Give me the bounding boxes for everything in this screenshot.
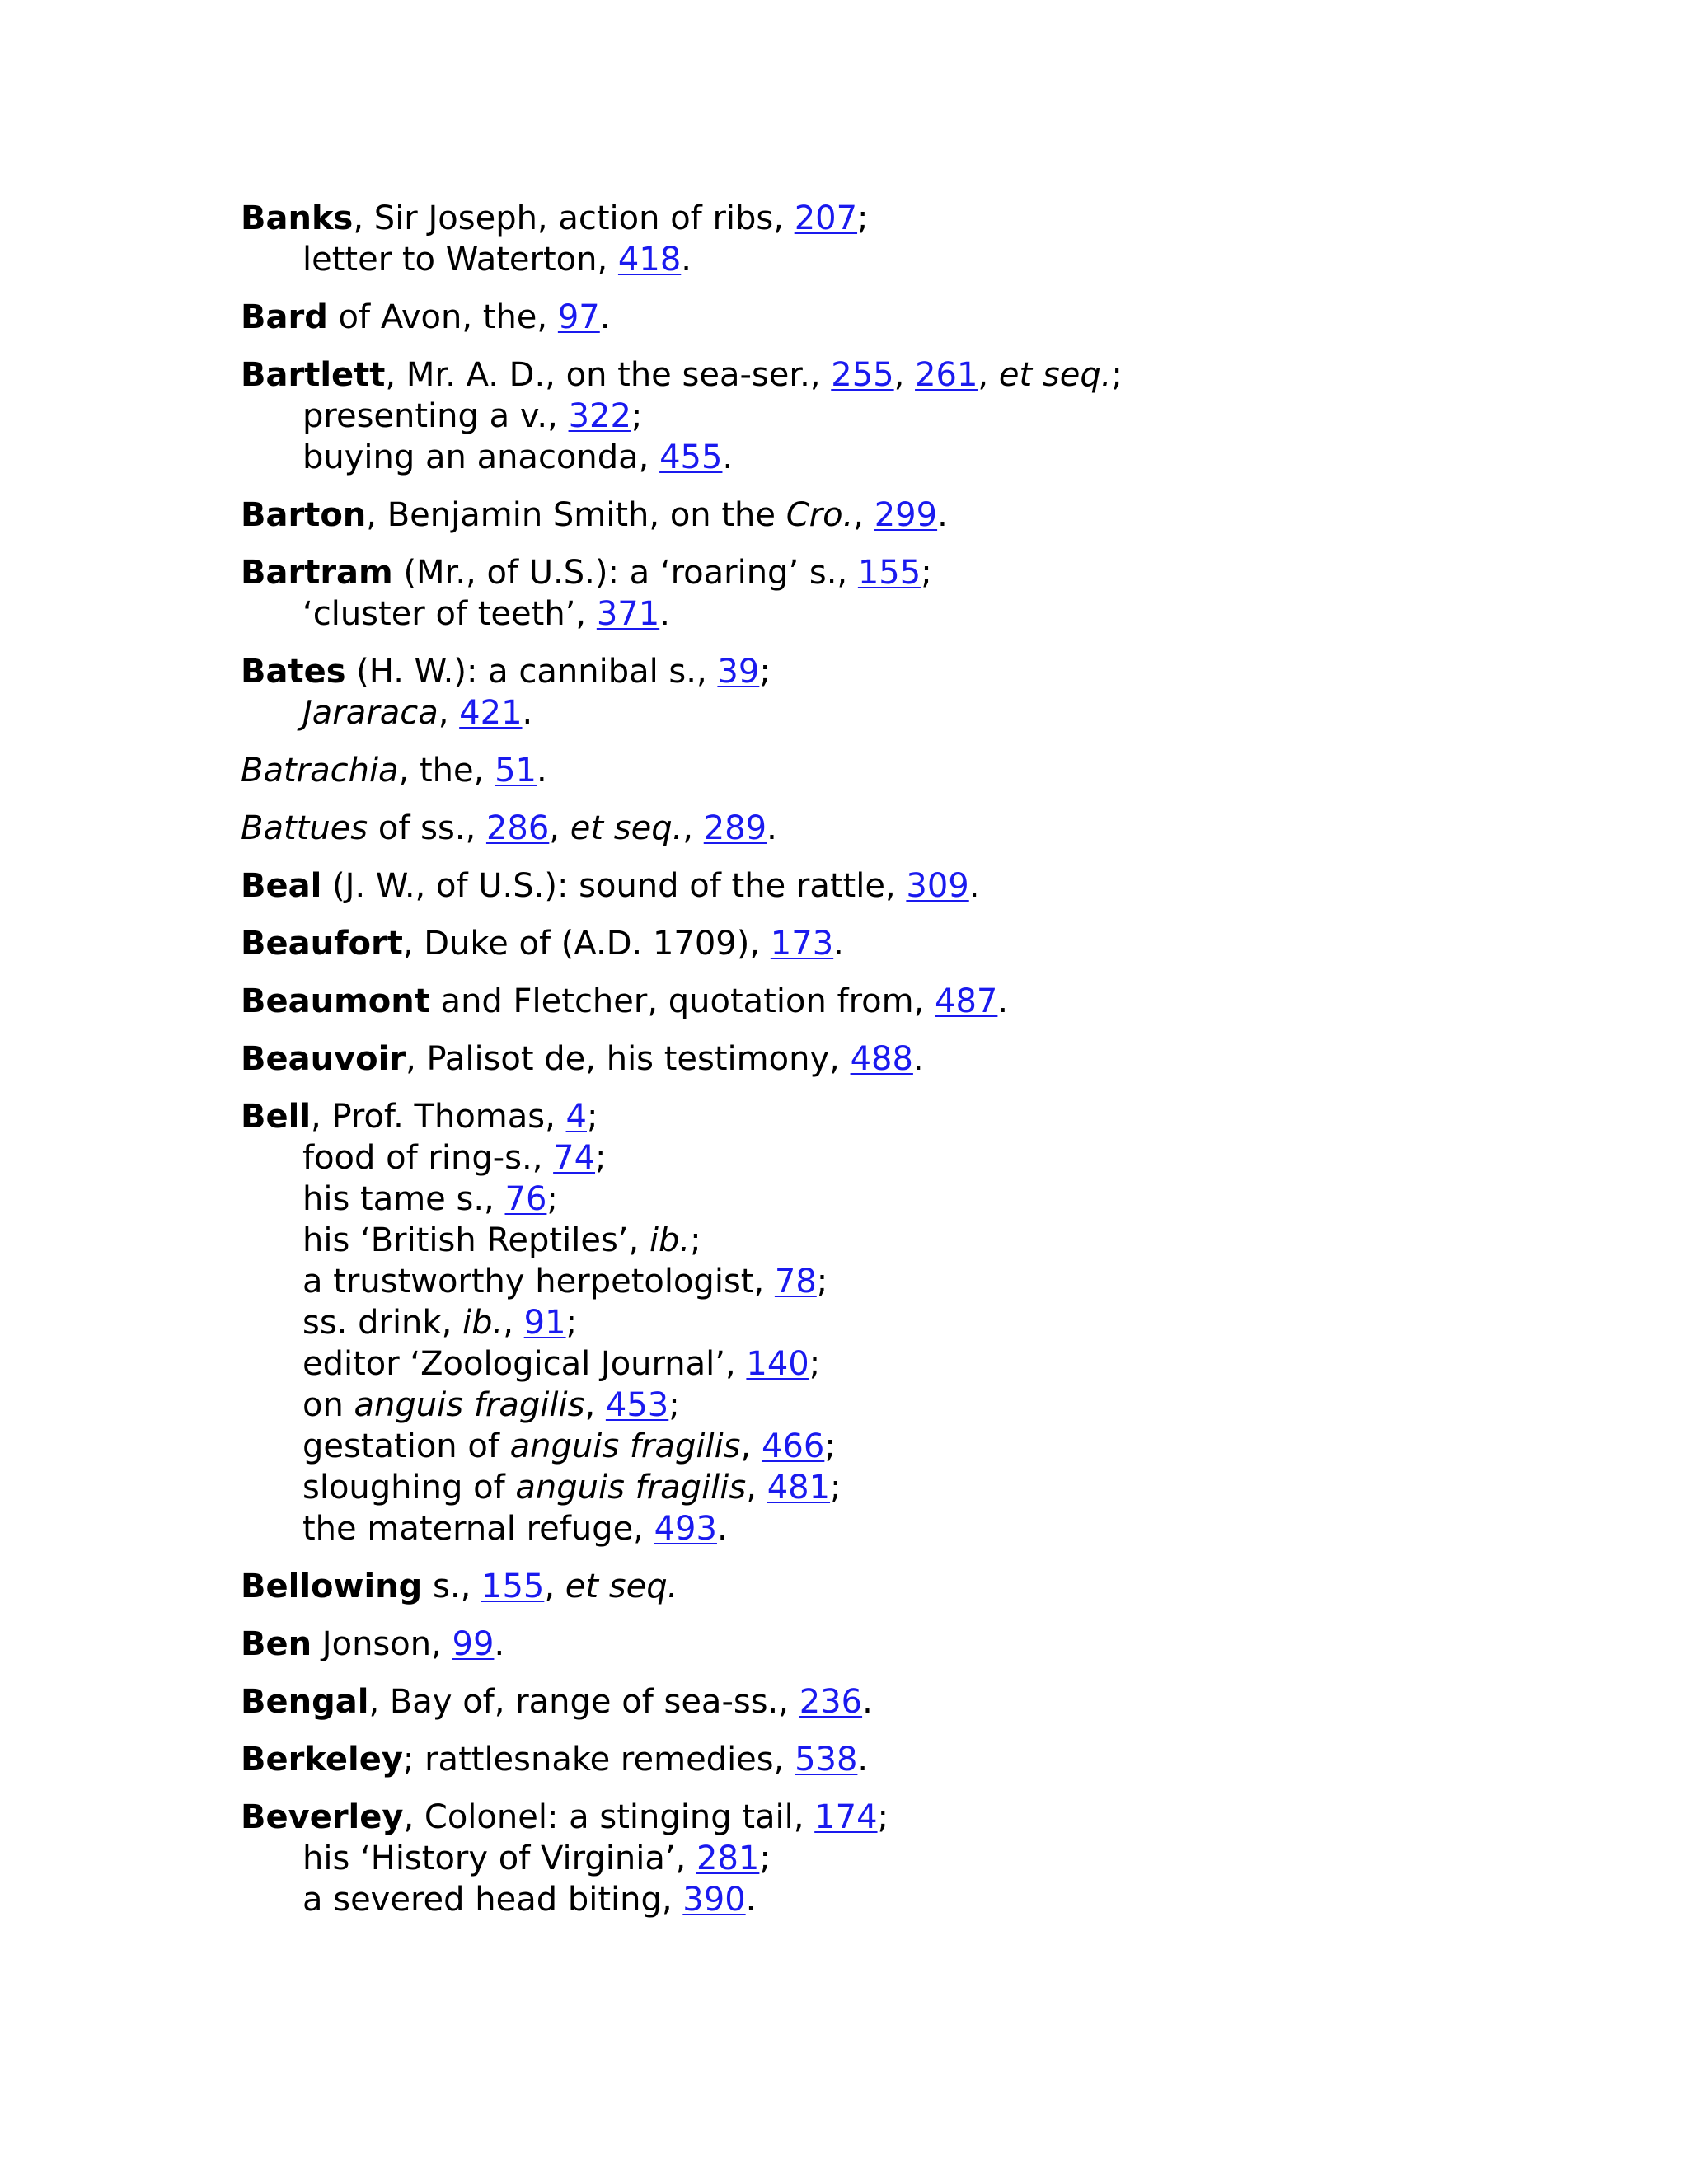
entry-sub-line — [241, 1508, 1642, 1549]
entry-headword: Beal — [241, 867, 322, 905]
entry-text: editor ‘Zoological Journal’, — [302, 1345, 747, 1383]
index-entry — [241, 552, 1642, 635]
italic-text: et seq. — [570, 809, 683, 847]
index-entry — [241, 1566, 1642, 1607]
entry-text: ; — [816, 1263, 828, 1301]
page-link[interactable]: 493 — [654, 1510, 717, 1548]
entry-text: ss. drink, — [302, 1304, 463, 1342]
entry-sub-line — [241, 1261, 1642, 1302]
entry-text: (H. W.): a cannibal s., — [345, 653, 718, 691]
page-link[interactable]: 281 — [696, 1840, 760, 1877]
italic-text: Batrachia — [241, 752, 399, 790]
page-link[interactable]: 255 — [831, 356, 894, 394]
entry-text: ; — [921, 554, 932, 592]
index-entry — [241, 1681, 1642, 1722]
entry-text: presenting a v., — [302, 397, 569, 435]
page-link[interactable]: 78 — [774, 1263, 817, 1301]
entry-text: . — [912, 1040, 924, 1078]
index-entry — [241, 1739, 1642, 1780]
entry-main-line — [241, 494, 1642, 536]
entry-sub-line — [241, 1220, 1642, 1261]
entry-sub-line — [241, 1302, 1642, 1343]
page-link[interactable]: 51 — [495, 752, 537, 790]
page-link[interactable]: 299 — [874, 496, 938, 534]
entry-text: a trustworthy herpetologist, — [302, 1263, 775, 1301]
page-link[interactable]: 481 — [767, 1469, 831, 1507]
entry-text: a severed head biting, — [302, 1881, 683, 1919]
entry-main-line — [241, 981, 1642, 1022]
entry-text: of ss., — [368, 809, 486, 847]
entry-headword: Bell — [241, 1098, 312, 1136]
entry-main-line — [241, 297, 1642, 338]
entry-headword: Bartlett — [241, 356, 386, 394]
entry-text: . — [522, 694, 533, 732]
entry-headword: Bard — [241, 298, 328, 336]
entry-text: . — [745, 1881, 757, 1919]
index-entry — [241, 981, 1642, 1022]
entry-text: . — [722, 438, 734, 476]
entry-text: ; — [759, 653, 771, 691]
index-entry — [241, 354, 1642, 478]
entry-text: his ‘History of Virginia’, — [302, 1840, 696, 1877]
entry-text: ‘cluster of teeth’, — [302, 595, 597, 633]
page-link[interactable]: 322 — [568, 397, 631, 435]
entry-text: , — [549, 809, 570, 847]
entry-sub-line — [241, 396, 1642, 437]
entry-text: . — [857, 1741, 869, 1779]
entry-text: letter to Waterton, — [302, 241, 618, 279]
entry-main-line — [241, 651, 1642, 692]
entry-sub-line — [241, 1426, 1642, 1467]
entry-text: . — [536, 752, 547, 790]
page-link[interactable]: 236 — [799, 1683, 863, 1721]
entry-text: . — [862, 1683, 873, 1721]
entry-text: ; — [690, 1221, 701, 1259]
page-link[interactable]: 261 — [915, 356, 978, 394]
entry-headword: Bellowing — [241, 1568, 423, 1605]
index-entry — [241, 923, 1642, 964]
entry-text: , — [740, 1427, 762, 1465]
entry-text: of Avon, the, — [327, 298, 558, 336]
page-link[interactable]: 173 — [770, 925, 834, 963]
entry-text: food of ring-s., — [302, 1139, 554, 1177]
entry-text: , — [853, 496, 874, 534]
entry-main-line — [241, 552, 1642, 593]
italic-text: anguis fragilis — [509, 1427, 741, 1465]
entry-text: ; — [595, 1139, 607, 1177]
entry-main-line — [241, 198, 1642, 239]
entry-sub-line — [241, 593, 1642, 635]
index-entry — [241, 198, 1642, 280]
entry-main-line — [241, 750, 1642, 791]
page-link[interactable]: 455 — [659, 438, 723, 476]
page-link[interactable]: 91 — [523, 1304, 566, 1342]
page-link[interactable]: 4 — [565, 1098, 587, 1136]
entry-text: buying an anaconda, — [302, 438, 660, 476]
entry-text: , Prof. Thomas, — [311, 1098, 566, 1136]
entry-text: ; — [565, 1304, 578, 1342]
entry-main-line — [241, 1038, 1642, 1080]
entry-text: his ‘British Reptiles’, — [302, 1221, 649, 1259]
page-link[interactable]: 487 — [935, 982, 998, 1020]
entry-text: , the, — [398, 752, 495, 790]
index-entry — [241, 1624, 1642, 1665]
page-link[interactable]: 99 — [452, 1625, 495, 1663]
entry-text: , Sir Joseph, action of ribs, — [353, 199, 795, 237]
page-link[interactable]: 155 — [481, 1568, 545, 1605]
entry-text: , Colonel: a stinging tail, — [403, 1798, 815, 1836]
entry-text: . — [833, 925, 844, 963]
entry-text: , — [438, 694, 460, 732]
entry-main-line — [241, 354, 1642, 396]
entry-text: ; — [668, 1386, 680, 1424]
entry-text: Jonson, — [312, 1625, 452, 1663]
entry-text: , — [746, 1469, 767, 1507]
entry-text: . — [716, 1510, 728, 1548]
page-link[interactable]: 453 — [605, 1386, 669, 1424]
entry-text: ; — [759, 1840, 771, 1877]
index-entry — [241, 808, 1642, 849]
entry-headword: Banks — [241, 199, 354, 237]
page-link[interactable]: 418 — [617, 241, 682, 279]
entry-text: . — [599, 298, 611, 336]
entry-text: . — [997, 982, 1009, 1020]
entry-headword: Bengal — [241, 1683, 369, 1721]
page-link[interactable]: 390 — [682, 1881, 746, 1919]
entry-main-line — [241, 865, 1642, 907]
entry-main-line — [241, 1797, 1642, 1838]
index-page — [241, 198, 1642, 1937]
entry-main-line — [241, 1096, 1642, 1137]
page-link[interactable]: 371 — [596, 595, 660, 633]
entry-text: his tame s., — [302, 1180, 505, 1218]
index-entry — [241, 1797, 1642, 1920]
entry-text: ; — [857, 199, 869, 237]
entry-text: , Benjamin Smith, on the — [366, 496, 786, 534]
entry-headword: Beauvoir — [241, 1040, 406, 1078]
entry-main-line — [241, 1566, 1642, 1607]
entry-text: ; — [824, 1427, 836, 1465]
entry-text: ; — [546, 1180, 558, 1218]
page-link[interactable]: 174 — [814, 1798, 878, 1836]
entry-headword: Beaumont — [241, 982, 430, 1020]
entry-text: gestation of — [302, 1427, 510, 1465]
entry-headword: Barton — [241, 496, 367, 534]
page-link[interactable]: 76 — [504, 1180, 547, 1218]
entry-text: sloughing of — [302, 1469, 516, 1507]
entry-text: . — [968, 867, 980, 905]
entry-text: ; — [809, 1345, 821, 1383]
page-link[interactable]: 155 — [857, 554, 921, 592]
entry-text: , — [584, 1386, 606, 1424]
entry-headword: Beverley — [241, 1798, 404, 1836]
entry-text: ; — [631, 397, 643, 435]
index-entry — [241, 297, 1642, 338]
index-entry — [241, 1038, 1642, 1080]
entry-sub-line — [241, 692, 1642, 733]
entry-text: . — [767, 809, 777, 847]
italic-text: ib. — [649, 1221, 691, 1259]
page-link[interactable]: 466 — [761, 1427, 825, 1465]
entry-text: , Duke of (A.D. 1709), — [402, 925, 771, 963]
entry-text: , Bay of, range of sea-ss., — [368, 1683, 799, 1721]
page-link[interactable]: 538 — [795, 1741, 858, 1779]
entry-text: , — [503, 1304, 524, 1342]
entry-sub-line — [241, 437, 1642, 478]
page-link[interactable]: 140 — [746, 1345, 809, 1383]
entry-sub-line — [241, 1385, 1642, 1426]
entry-sub-line — [241, 1879, 1642, 1920]
page-link[interactable]: 39 — [717, 653, 760, 691]
page-link[interactable]: 309 — [906, 867, 969, 905]
entry-text: ; rattlesnake remedies, — [402, 1741, 795, 1779]
entry-text: and Fletcher, quotation from, — [429, 982, 935, 1020]
index-entry — [241, 651, 1642, 733]
entry-sub-line — [241, 1467, 1642, 1508]
entry-main-line — [241, 1681, 1642, 1722]
page-link[interactable]: 97 — [557, 298, 600, 336]
entry-text: (Mr., of U.S.): a ‘roaring’ s., — [392, 554, 858, 592]
entry-text: s., — [422, 1568, 481, 1605]
entry-text: , — [544, 1568, 565, 1605]
italic-text: et seq. — [998, 356, 1112, 394]
entry-main-line — [241, 923, 1642, 964]
italic-text: Cro. — [785, 496, 854, 534]
entry-text: , — [978, 356, 999, 394]
entry-sub-line — [241, 1179, 1642, 1220]
entry-text: , Mr. A. D., on the sea-ser., — [385, 356, 832, 394]
italic-text: ib. — [462, 1304, 504, 1342]
entry-text: . — [937, 496, 948, 534]
entry-text: . — [494, 1625, 505, 1663]
entry-text: . — [681, 241, 692, 279]
index-entry — [241, 1096, 1642, 1549]
entry-main-line — [241, 1739, 1642, 1780]
entry-text: , — [893, 356, 916, 394]
page-link[interactable]: 207 — [794, 199, 858, 237]
entry-sub-line — [241, 1137, 1642, 1179]
entry-text: the maternal refuge, — [302, 1510, 654, 1548]
entry-text: , — [682, 809, 704, 847]
entry-headword: Bartram — [241, 554, 393, 592]
entry-text: ; — [830, 1469, 842, 1507]
entry-main-line — [241, 808, 1642, 849]
index-entry — [241, 750, 1642, 791]
entry-text: ; — [587, 1098, 598, 1136]
italic-text: Battues — [241, 809, 368, 847]
entry-text: ; — [1111, 356, 1123, 394]
italic-text: anguis fragilis — [515, 1469, 747, 1507]
italic-text: anguis fragilis — [354, 1386, 585, 1424]
entry-text: on — [302, 1386, 354, 1424]
page-link[interactable]: 74 — [553, 1139, 596, 1177]
italic-text: et seq. — [565, 1568, 678, 1605]
entry-headword: Bates — [241, 653, 346, 691]
index-entry — [241, 494, 1642, 536]
entry-sub-line — [241, 239, 1642, 280]
entry-main-line — [241, 1624, 1642, 1665]
entry-text: ; — [877, 1798, 889, 1836]
entry-text: . — [659, 595, 670, 633]
entry-headword: Berkeley — [241, 1741, 403, 1779]
page-link[interactable]: 488 — [850, 1040, 913, 1078]
entry-headword: Ben — [241, 1625, 312, 1663]
page-link[interactable]: 289 — [703, 809, 767, 847]
page-link[interactable]: 286 — [485, 809, 550, 847]
entry-text: (J. W., of U.S.): sound of the rattle, — [321, 867, 907, 905]
entry-headword: Beaufort — [241, 925, 403, 963]
index-entry — [241, 865, 1642, 907]
entry-sub-line — [241, 1343, 1642, 1385]
entry-sub-line — [241, 1838, 1642, 1879]
page-link[interactable]: 421 — [459, 694, 523, 732]
entry-text: , Palisot de, his testimony, — [406, 1040, 851, 1078]
italic-text: Jararaca — [302, 694, 438, 732]
